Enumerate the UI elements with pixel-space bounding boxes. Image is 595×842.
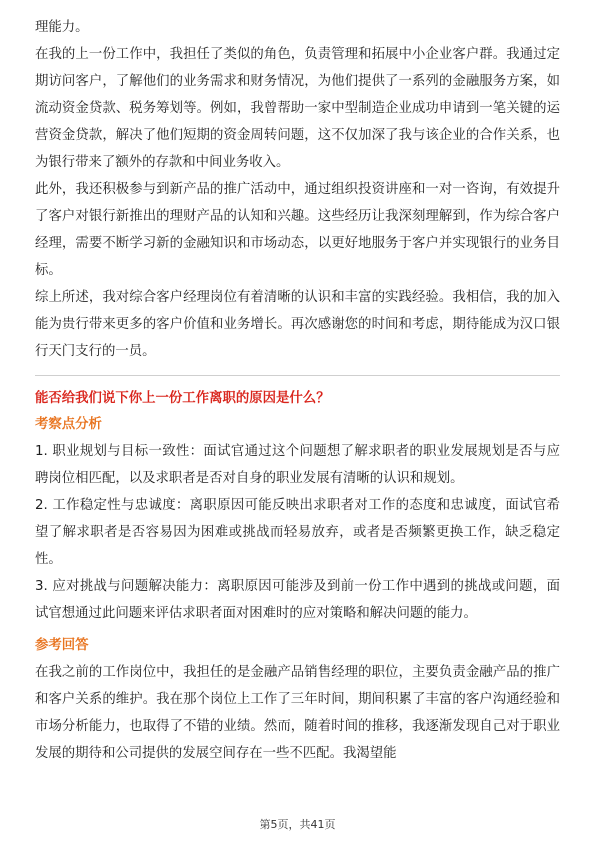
body-paragraph: 理能力。 <box>35 20 89 35</box>
page-footer: 第5页，共41页 <box>259 818 336 831</box>
body-paragraph: 综上所述，我对综合客户经理岗位有着清晰的认识和丰富的实践经验。我相信，我的加入能为贵行带来更多的客户价值和业务增长。再次感谢您的时间和考虑，期待能成为汉口银行天门支行的一员。 <box>35 290 560 359</box>
interview-question: 能否给我们说下你上一份工作离职的原因是什么？ <box>35 391 330 406</box>
analysis-point: 2. 工作稳定性与忠诚度：离职原因可能反映出求职者对工作的态度和忠诚度，面试官希望了解求职者是否容易因为困难或挑战而轻易放弃，或者是否频繁更换工作，缺乏稳定性。 <box>35 498 560 567</box>
body-paragraph: 此外，我还积极参与到新产品的推广活动中，通过组织投资讲座和一对一咨询，有效提升了客户对银行新推出的理财产品的认知和兴趣。这些经历让我深刻理解到，作为综合客户经理，需要不断学习新的金融知识和市场动态，以更好地服务于客户并实现银行的业务目标。 <box>35 182 560 278</box>
analysis-heading: 考察点分析 <box>35 417 102 432</box>
analysis-point: 1. 职业规划与目标一致性：面试官通过这个问题想了解求职者的职业发展规划是否与应聘岗位相匹配，以及求职者是否对自身的职业发展有清晰的认识和规划。 <box>35 444 560 486</box>
body-paragraph: 在我的上一份工作中，我担任了类似的角色，负责管理和拓展中小企业客户群。我通过定期访问客户，了解他们的业务需求和财务情况，为他们提供了一系列的金融服务方案，如流动资金贷款、税务筹划等。例如，我曾帮助一家中型制造企业成功申请到一笔关键的运营资金贷款，解决了他们短期的资金周转问题，这不仅加深了我与该企业的合作关系，也为银行带来了额外的存款和中间业务收入。 <box>35 47 560 170</box>
answer-heading: 参考回答 <box>35 638 89 653</box>
section-divider <box>35 375 560 376</box>
answer-paragraph: 在我之前的工作岗位中，我担任的是金融产品销售经理的职位，主要负责金融产品的推广和客户关系的维护。我在那个岗位上工作了三年时间，期间积累了丰富的客户沟通经验和市场分析能力，也取得了不错的业绩。然而，随着时间的推移，我逐渐发现自己对于职业发展的期待和公司提供的发展空间存在一些不匹配。我渴望能 <box>35 665 560 761</box>
page-content <box>35 14 560 767</box>
analysis-point: 3. 应对挑战与问题解决能力：离职原因可能涉及到前一份工作中遇到的挑战或问题，面试官想通过此问题来评估求职者面对困难时的应对策略和解决问题的能力。 <box>35 579 560 621</box>
